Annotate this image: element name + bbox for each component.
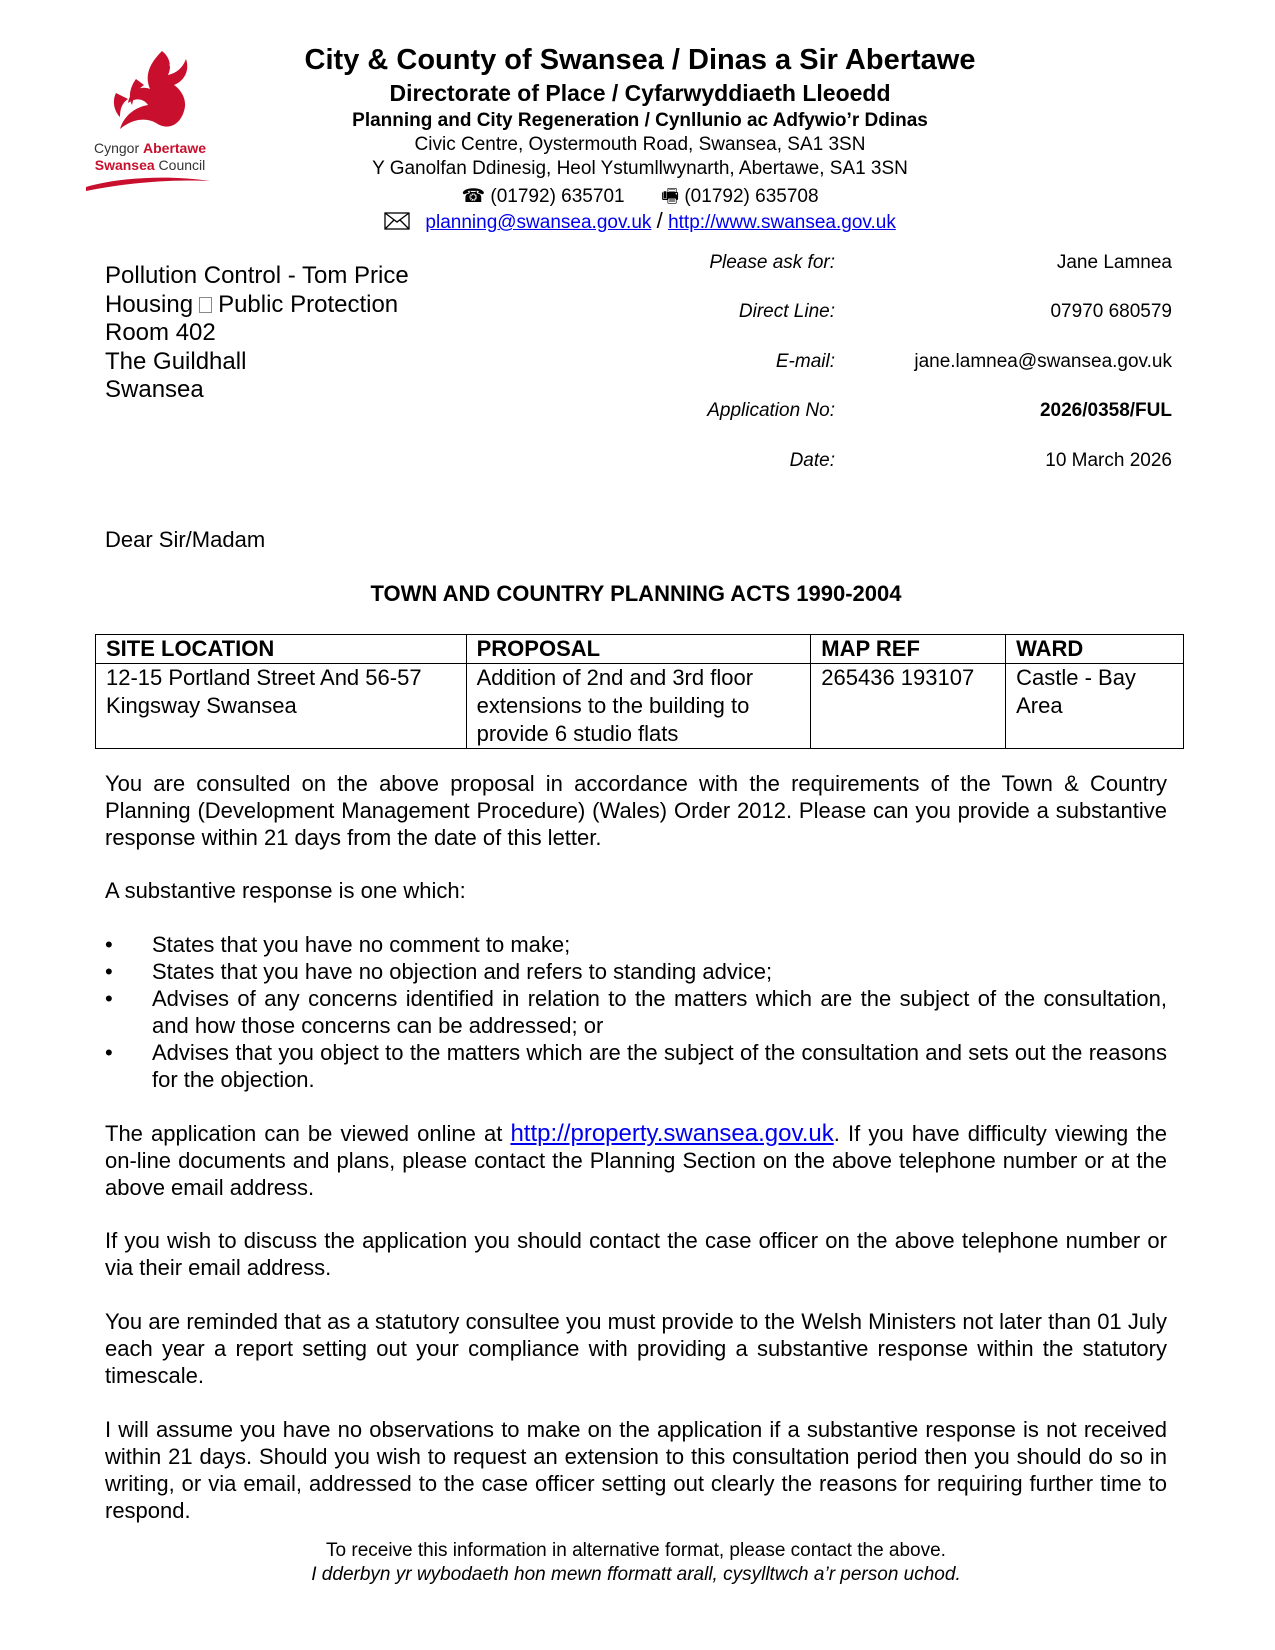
paragraph-view-online [105,1120,1167,1201]
council-website-link[interactable]: http://www.swansea.gov.uk [668,212,896,233]
paragraph-discuss: If you wish to discuss the application you should contact the case officer on the above telephone number or via their email address. [105,1228,1167,1280]
view-online-text: The application can be viewed online at [105,1121,511,1146]
addressee-line: The Guildhall [105,347,247,375]
email-value: jane.lamnea@swansea.gov.uk [914,351,1172,372]
addressee-line [105,291,409,320]
cell-map-ref: 265436 193107 [811,664,1006,749]
list-item-text: Advises that you object to the matters which are the subject of the consultation and sets out the reasons for the objection. [152,1040,1167,1092]
ask-for-label: Please ask for: [709,252,835,273]
list-item-text: Advises of any concerns identified in relation to the matters which are the subject of the consultation, and how those concerns can be addressed; or [152,986,1167,1038]
missing-glyph-box [199,297,212,313]
logo-text-welsh-bold: Abertawe [143,140,207,156]
email-label: E-mail: [775,351,835,372]
fax-number: (01792) 635708 [684,186,819,207]
bullet-glyph: • [105,959,113,984]
header-ward: WARD [1006,635,1184,664]
list-item-text: States that you have no comment to make; [152,932,571,957]
footer-alt-format-english: To receive this information in alternative format, please contact the above. [326,1540,946,1561]
cell-site-location: 12-15 Portland Street And 56-57 Kingsway Swansea [96,664,467,749]
direct-line-value: 07970 680579 [1050,301,1172,322]
paragraph-substantive-intro: A substantive response is one which: [105,878,466,903]
header-proposal: PROPOSAL [466,635,811,664]
department-title: Planning and City Regeneration / Cynllunio ac Adfywio’r Ddinas [352,110,928,131]
council-logo [80,45,220,195]
date-label: Date: [789,450,835,471]
footer-alt-format-welsh: I dderbyn yr wybodaeth hon mewn fformatt arall, cysylltwch a’r person uchod. [311,1564,961,1585]
address-welsh: Y Ganolfan Ddinesig, Heol Ystumllwynarth, Abertawe, SA1 3SN [372,158,908,179]
header-site-location: SITE LOCATION [96,635,467,664]
direct-line-label: Direct Line: [738,301,835,322]
addressee-line: Pollution Control - Tom Price [105,262,409,289]
addressee-line: Room 402 [105,319,216,346]
addressee-block [105,262,409,405]
bullet-glyph: • [105,1040,113,1065]
addressee-dept-2: Public Protection [218,290,399,318]
application-no-value: 2026/0358/FUL [1039,400,1172,421]
paragraph-consultation: You are consulted on the above proposal in accordance with the requirements of the Town & Country Planning (Development Management Procedure) (Wales) Order 2012. Please can you provide a substantive response within 21 days from the date of this letter. [105,771,1167,850]
logo-text-english-bold: Swansea [94,157,155,173]
directorate-title: Directorate of Place / Cyfarwyddiaeth Lleoedd [389,80,891,106]
application-table [95,634,1184,749]
bullet-glyph: • [105,986,113,1011]
addressee-line: Swansea [105,376,204,403]
table-header-row [96,635,1184,664]
phoenix-icon [80,45,220,140]
council-title: City & County of Swansea / Dinas a Sir Abertawe [304,44,976,76]
ask-for-value: Jane Lamnea [1056,252,1172,273]
acts-heading: TOWN AND COUNTRY PLANNING ACTS 1990-2004 [370,581,902,606]
list-item [105,1039,1167,1093]
paragraph-statutory-reminder: You are reminded that as a statutory consultee you must provide to the Welsh Ministers not later than 01 July each year a report setting out your compliance with providing a substantive response within the statutory timescale. [105,1309,1167,1388]
cell-ward: Castle - Bay Area [1006,664,1184,749]
planning-email-link[interactable]: planning@swansea.gov.uk [425,212,652,233]
header-map-ref: MAP REF [811,635,1006,664]
logo-text-welsh: Cyngor [93,140,143,156]
salutation: Dear Sir/Madam [105,527,266,552]
application-no-label: Application No: [707,400,835,421]
paragraph-assumption: I will assume you have no observations to make on the application if a substantive response is not received within 21 days. Should you wish to request an extension to this consultation period then you should do so in writing, or via email, addressed to the case officer setting out clearly the reasons for requiring further time to respond. [105,1417,1167,1523]
addressee-dept: Housing [105,290,194,318]
envelope-icon [384,212,410,230]
list-item-text: States that you have no objection and refers to standing advice; [152,959,773,984]
view-online-text-2: . If you have difficulty viewing the on-line documents and plans, please contact the Planning Section on the above telephone number or at the above email address. [105,1121,1167,1200]
logo-text-english: Council [154,157,206,173]
cell-proposal: Addition of 2nd and 3rd floor extensions to the building to provide 6 studio flats [466,664,811,749]
property-site-link[interactable]: http://property.swansea.gov.uk [510,1120,834,1147]
phone-number: (01792) 635701 [490,186,625,207]
list-item [105,931,1167,958]
address-english: Civic Centre, Oystermouth Road, Swansea, SA1 3SN [414,134,866,155]
date-value: 10 March 2026 [1045,450,1172,471]
link-separator: / [656,208,663,233]
logo-swoosh [80,173,220,193]
list-item [105,958,1167,985]
contact-links [250,208,1030,234]
fax-icon: 🖷 [661,186,680,207]
phone-icon: ☎ [461,186,486,207]
table-row [96,664,1184,749]
list-item [105,985,1167,1039]
bullet-glyph: • [105,932,113,957]
